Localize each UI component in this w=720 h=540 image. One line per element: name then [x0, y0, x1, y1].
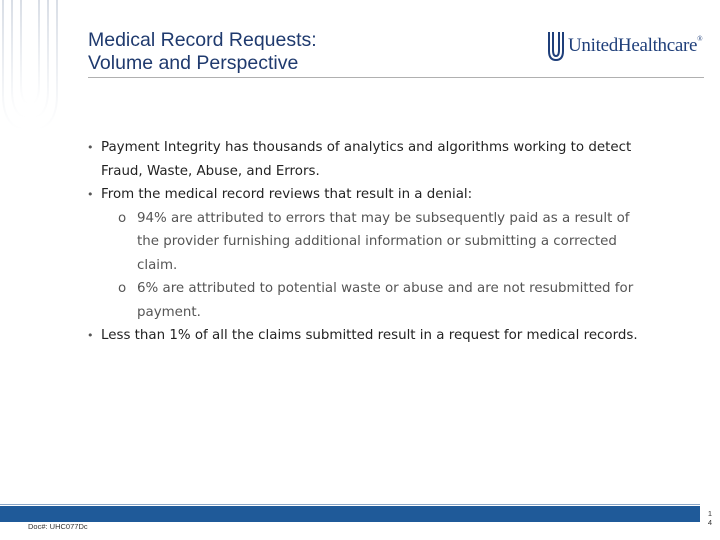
unitedhealthcare-u-icon	[548, 31, 564, 61]
sub-bullet-icon: o	[118, 281, 127, 296]
page-number-digit-2: 4	[707, 518, 713, 527]
bullet-list	[85, 136, 645, 348]
sub-bullet-icon: o	[118, 210, 127, 226]
bullet-text: Less than 1% of all the claims submitted result in a request for medical records.	[101, 328, 638, 343]
bullet-item	[85, 183, 645, 207]
sub-bullet-item	[85, 277, 645, 324]
bullet-icon: •	[87, 329, 94, 342]
sub-bullet-text: 94% are attributed to errors that may be subsequently paid as a result of the provider furnishing additional information or submitting a corrected claim.	[137, 210, 630, 273]
page-number-digit-1: 1	[707, 509, 713, 518]
document-id: Doc#: UHC077Dc	[28, 522, 88, 531]
title-divider	[88, 77, 704, 78]
sub-bullet-text: 6% are attributed to potential waste or abuse and are not resubmitted for payment.	[137, 281, 634, 320]
sub-bullet-item	[85, 207, 645, 278]
footer-bar	[0, 506, 700, 522]
logo-text: UnitedHealthcare	[568, 35, 698, 56]
title-line-2: Volume and Perspective	[88, 52, 299, 74]
bullet-text: From the medical record reviews that result in a denial:	[101, 187, 473, 202]
unitedhealthcare-logo	[548, 30, 702, 62]
registered-mark: ®	[697, 35, 703, 43]
page-number	[706, 509, 714, 527]
footer-divider	[0, 504, 700, 505]
bullet-text: Payment Integrity has thousands of analytics and algorithms working to detect Fraud, Waste, Abuse, and Errors.	[101, 140, 632, 179]
slide-body	[85, 136, 645, 348]
sub-bullet-list	[85, 207, 645, 325]
slide-title	[88, 29, 317, 75]
bullet-item	[85, 324, 645, 348]
bullet-icon: •	[87, 141, 94, 154]
decorative-stripes	[0, 0, 60, 140]
bullet-icon: •	[87, 188, 94, 201]
title-line-1: Medical Record Requests:	[88, 29, 317, 51]
logo-wordmark	[568, 35, 702, 57]
bullet-item	[85, 136, 645, 183]
sub-bullet-group	[85, 207, 645, 325]
